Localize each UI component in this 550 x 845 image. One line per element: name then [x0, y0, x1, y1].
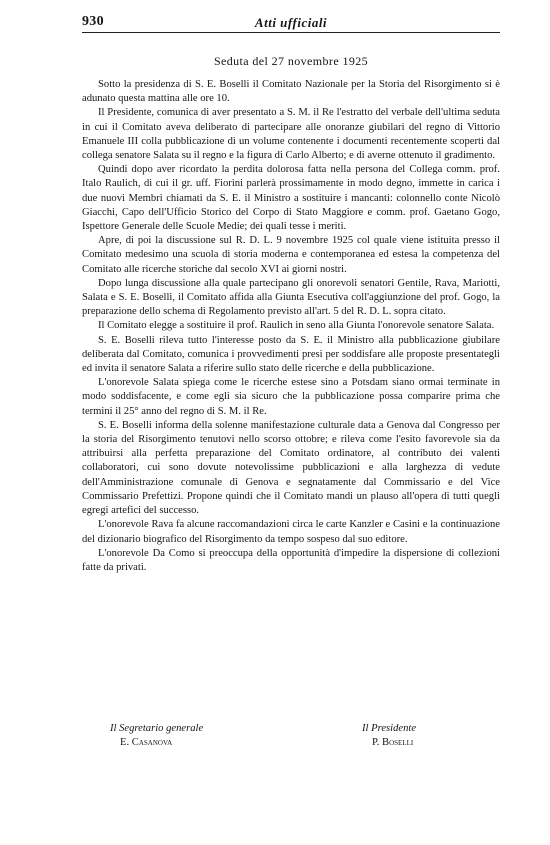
paragraph: L'onorevole Rava fa alcune raccomandazioni circa le carte Kanzler e Casini e la continuazione del dizionario biografico del Risorgimento da tempo sospeso dal suo editore. — [82, 519, 500, 545]
paragraph: Il Comitato elegge a sostituire il prof. Raulich in seno alla Giunta l'onorevole senatore Salata. — [98, 320, 495, 332]
paragraph: Il Presidente, comunica di aver presentato a S. M. il Re l'estratto del verbale dell'ultima seduta in cui il Comitato aveva deliberato di partecipare alle onoranze giubilari del regno di Vittorio Emanuele III colla pubblicazione di un volume contenente i documenti recentemente scoperti dal collega senatore Salata su il regno e la figura di Carlo Alberto; e di averne ottenuto il gradimento. — [82, 107, 500, 162]
paragraph: Quindi dopo aver ricordato la perdita dolorosa fatta nella persona del Collega comm. prof. Italo Raulich, di cui il gr. uff. Fiorini parlerà prossimamente in modo degno, immette in carica i due nuovi Membri chiamati da S. E. il Ministro a sostituire i mancanti: colonnello conte Nicolò Giacchi, Capo dell'Ufficio Storico del Corpo di Stato Maggiore e comm. prof. Gaetano Gogo, Ispettore Generale delle Scuole Medie; dei quali tesse i meriti. — [82, 164, 500, 233]
running-title: Atti ufficiali — [254, 15, 328, 30]
paragraph: Apre, di poi la discussione sul R. D. L. 9 novembre 1925 col quale viene istituita presso il Comitato medesimo una scuola di storia moderna e contemporanea ed estesa la competenza del Comitato alle ricerche storiche dal secolo XVI ai giorni nostri. — [82, 235, 500, 275]
paragraph: Sotto la presidenza di S. E. Boselli il Comitato Nazionale per la Storia del Risorgimento si è adunato questa mattina alle ore 10. — [82, 79, 500, 105]
signature-secretary — [110, 722, 280, 750]
session-title: Seduta del 27 novembre 1925 — [213, 54, 369, 68]
paragraph: L'onorevole Da Como si preoccupa della opportunità d'impedire la dispersione di collezioni fatte da privati. — [82, 547, 500, 573]
paragraph: Dopo lunga discussione alla quale partecipano gli onorevoli senatori Gentile, Rava, Mariotti, Salata e S. E. Boselli, il Comitato affida alla Giunta Esecutiva coll'aggiunzione del prof. Gogo, la preparazione dello schema di Regolamento previsto all'art. 5 del R. D. L. sopra citato. — [82, 277, 500, 318]
paragraph: S. E. Boselli rileva tutto l'interesse posto da S. E. il Ministro alla pubblicazione giubilare deliberata dal Comitato, comunica i provvedimenti presi per soddisfare alle proposte presentategli ed invita il senatore Salata a riferire sullo stato delle ricerche e della pubblicazione. — [82, 334, 500, 375]
signature-president — [362, 722, 532, 750]
page-header — [82, 14, 500, 33]
paragraph: S. E. Boselli informa della solenne manifestazione culturale data a Genova dal Congresso per la storia del Risorgimento tenutovi nello scorso ottobre; e rileva come l'esito favorevole sia da attribuirsi alla perfetta preparazione del Comitato ordinatore, al contributo dei valenti collaboratori, cui sono dovute notevolissime pubblicazioni e alla larghezza di vedute dell'Amministrazione comunale di Genova e segnatamente dal Commissario e del Vice Commissario Prefettizi. Propone quindi che il Comitato mandi un plauso all'opera di tutti quegli egregi artefici del successo. — [82, 419, 500, 517]
signature-role: Il Segretario generale — [110, 723, 204, 734]
page-number: 930 — [82, 14, 104, 29]
signature-role: Il Presidente — [362, 723, 417, 734]
signature-name: P. Boselli — [372, 737, 414, 748]
signature-name: E. Casanova — [120, 737, 173, 748]
minutes-body — [82, 78, 500, 575]
paragraph: L'onorevole Salata spiega come le ricerche estese sino a Potsdam siano ormai terminate in modo soddisfacente, e come egli sia sicuro che la pubblicazione possa comparire prima che termini il 25° anno del regno di S. M. il Re. — [82, 377, 500, 417]
